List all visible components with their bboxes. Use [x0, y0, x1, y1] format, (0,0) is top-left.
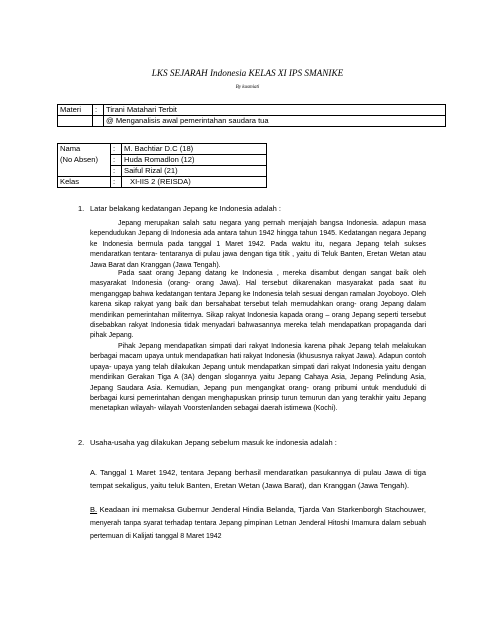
- author-byline: By kusmiati: [235, 85, 260, 90]
- table-row: [58, 105, 446, 116]
- table-row: [58, 116, 446, 127]
- materi-label: Materi: [58, 105, 93, 116]
- answer-paragraph: Pihak Jepang mendapatkan simpati dari rakyat Indonesia karena pihak Jepang telah melakukan berbagai macam upaya untuk mendapatkan hati rakyat Indonesia (khususnya rakyat Jawa). Adapun contoh upaya- upaya yang telah dilakukan Jepang untuk mendapatkan simpati dari rakyat Indonesia yaitu dengan mendirikan Gerakan Tiga A (3A) dengan slogannya yaitu Jepang Cahaya Asia, Jepang Pelindung Asia, Jepang Saudara Asia. Kemudian, Jepang pun mengangkat orang- orang pribumi untuk menduduki di berbagai kursi pemerintahan dengan menghapuskan prinsip turun temurun dan yang terakhir yaitu Jepang menetapkan wilayah- wilayah Voorstenlanden sebagai daerah istimewa (Kochi).: [90, 343, 426, 413]
- identity-colon: :: [111, 155, 122, 166]
- answer-paragraph: Jepang merupakan salah satu negara yang pernah menjajah bangsa Indonesia. adapun masa kependudukan Jepang di Indonesia ada antara tahun 1942 hingga tahun 1945. Kedatangan negara Jepang ke Indonesia bermula pada tanggal 1 Maret 1942. Pada waktu itu, negara Jepang telah sukses mendaratkan tentara- tentaranya di pulau jawa dengan tiga titik , yaitu di Teluk Banten, Eretan Wetan atau Jawa Barat dan Kranggan (Jawa Tengah).: [90, 220, 426, 269]
- question-text: Latar belakang kedatangan Jepang ke Indonesia adalah :: [90, 204, 281, 213]
- empty-cell: [93, 116, 104, 127]
- materi-table: [57, 104, 446, 127]
- item-label: A.: [90, 468, 98, 477]
- identity-label: Kelas: [58, 177, 111, 188]
- materi-objective: @ Menganalisis awal pemerintahan saudara tua: [104, 116, 446, 127]
- materi-colon: :: [93, 105, 104, 116]
- materi-value: Tirani Matahari Terbit: [104, 105, 446, 116]
- answer-item-b: [90, 504, 426, 544]
- table-row: [58, 177, 267, 188]
- identity-colon: :: [111, 177, 122, 188]
- identity-table: [57, 143, 267, 188]
- item-text: menyerah tanpa syarat terhadap tentara Jepang pimpinan Letnan Jenderal Hitoshi Imamura dalam sebuah pertemuan di Kalijati tanggal 8 Maret 1942: [90, 519, 426, 540]
- question-number: 1.: [78, 204, 85, 213]
- item-text: Tanggal 1 Maret 1942, tentara Jepang berhasil mendaratkan pasukannya di pulau Jawa di tiga tempat sekaligus, yaitu teluk Banten, Eretan Wetan (Jawa Barat), dan Kranggan (Jawa Tengah).: [90, 468, 426, 490]
- empty-cell: [58, 116, 93, 127]
- question-text: Usaha-usaha yag dilakukan Jepang sebelum masuk ke indonesia adalah :: [90, 438, 337, 447]
- item-text: Keadaan ini memaksa Gubernur Jenderal Hindia Belanda, Tjarda Van Starkenborgh Stachouwer,: [99, 505, 426, 514]
- identity-label: Nama: [58, 144, 111, 155]
- table-row: [58, 155, 267, 166]
- identity-label: [58, 166, 111, 177]
- item-label: B.: [90, 505, 98, 514]
- table-row: [58, 166, 267, 177]
- table-row: [58, 144, 267, 155]
- question-number: 2.: [78, 438, 85, 447]
- answer-paragraph: Pada saat orang Jepang datang ke Indonesia , mereka disambut dengan sangat baik oleh masyarakat Indonesia (orang- orang Jawa). Hal tersebut dikarenakan masyarakat pada saat itu menganggap bahwa kedatangan tentara Jepang ke Indonesia telah sesuai dengan ramalan Joyoboyo. Oleh karena sikap rakyat yang baik dan bersahabat tersebut telah memudahkan orang- orang Jepang dalam mendirikan pemerintahan militernya. Sikap rakyat Indonesia kapada orang – orang Jepang seperti tersebut disebabkan rakyat Indonesia tidak menyadari bahwasannya mereka telah mendapatkan propaganda dari pihak Jepang.: [90, 270, 426, 340]
- identity-value: Huda Romadlon (12): [122, 155, 267, 166]
- page-title: LKS SEJARAH Indonesia KELAS XI IPS SMANIKE: [151, 68, 344, 78]
- identity-value: XI-IIS 2 (REISDA): [122, 177, 267, 188]
- identity-value: M. Bachtiar D.C (18): [122, 144, 267, 155]
- answer-item-a: [90, 467, 426, 492]
- identity-value: Saiful Rizal (21): [122, 166, 267, 177]
- identity-colon: :: [111, 166, 122, 177]
- identity-colon: :: [111, 144, 122, 155]
- identity-label: (No Absen): [58, 155, 111, 166]
